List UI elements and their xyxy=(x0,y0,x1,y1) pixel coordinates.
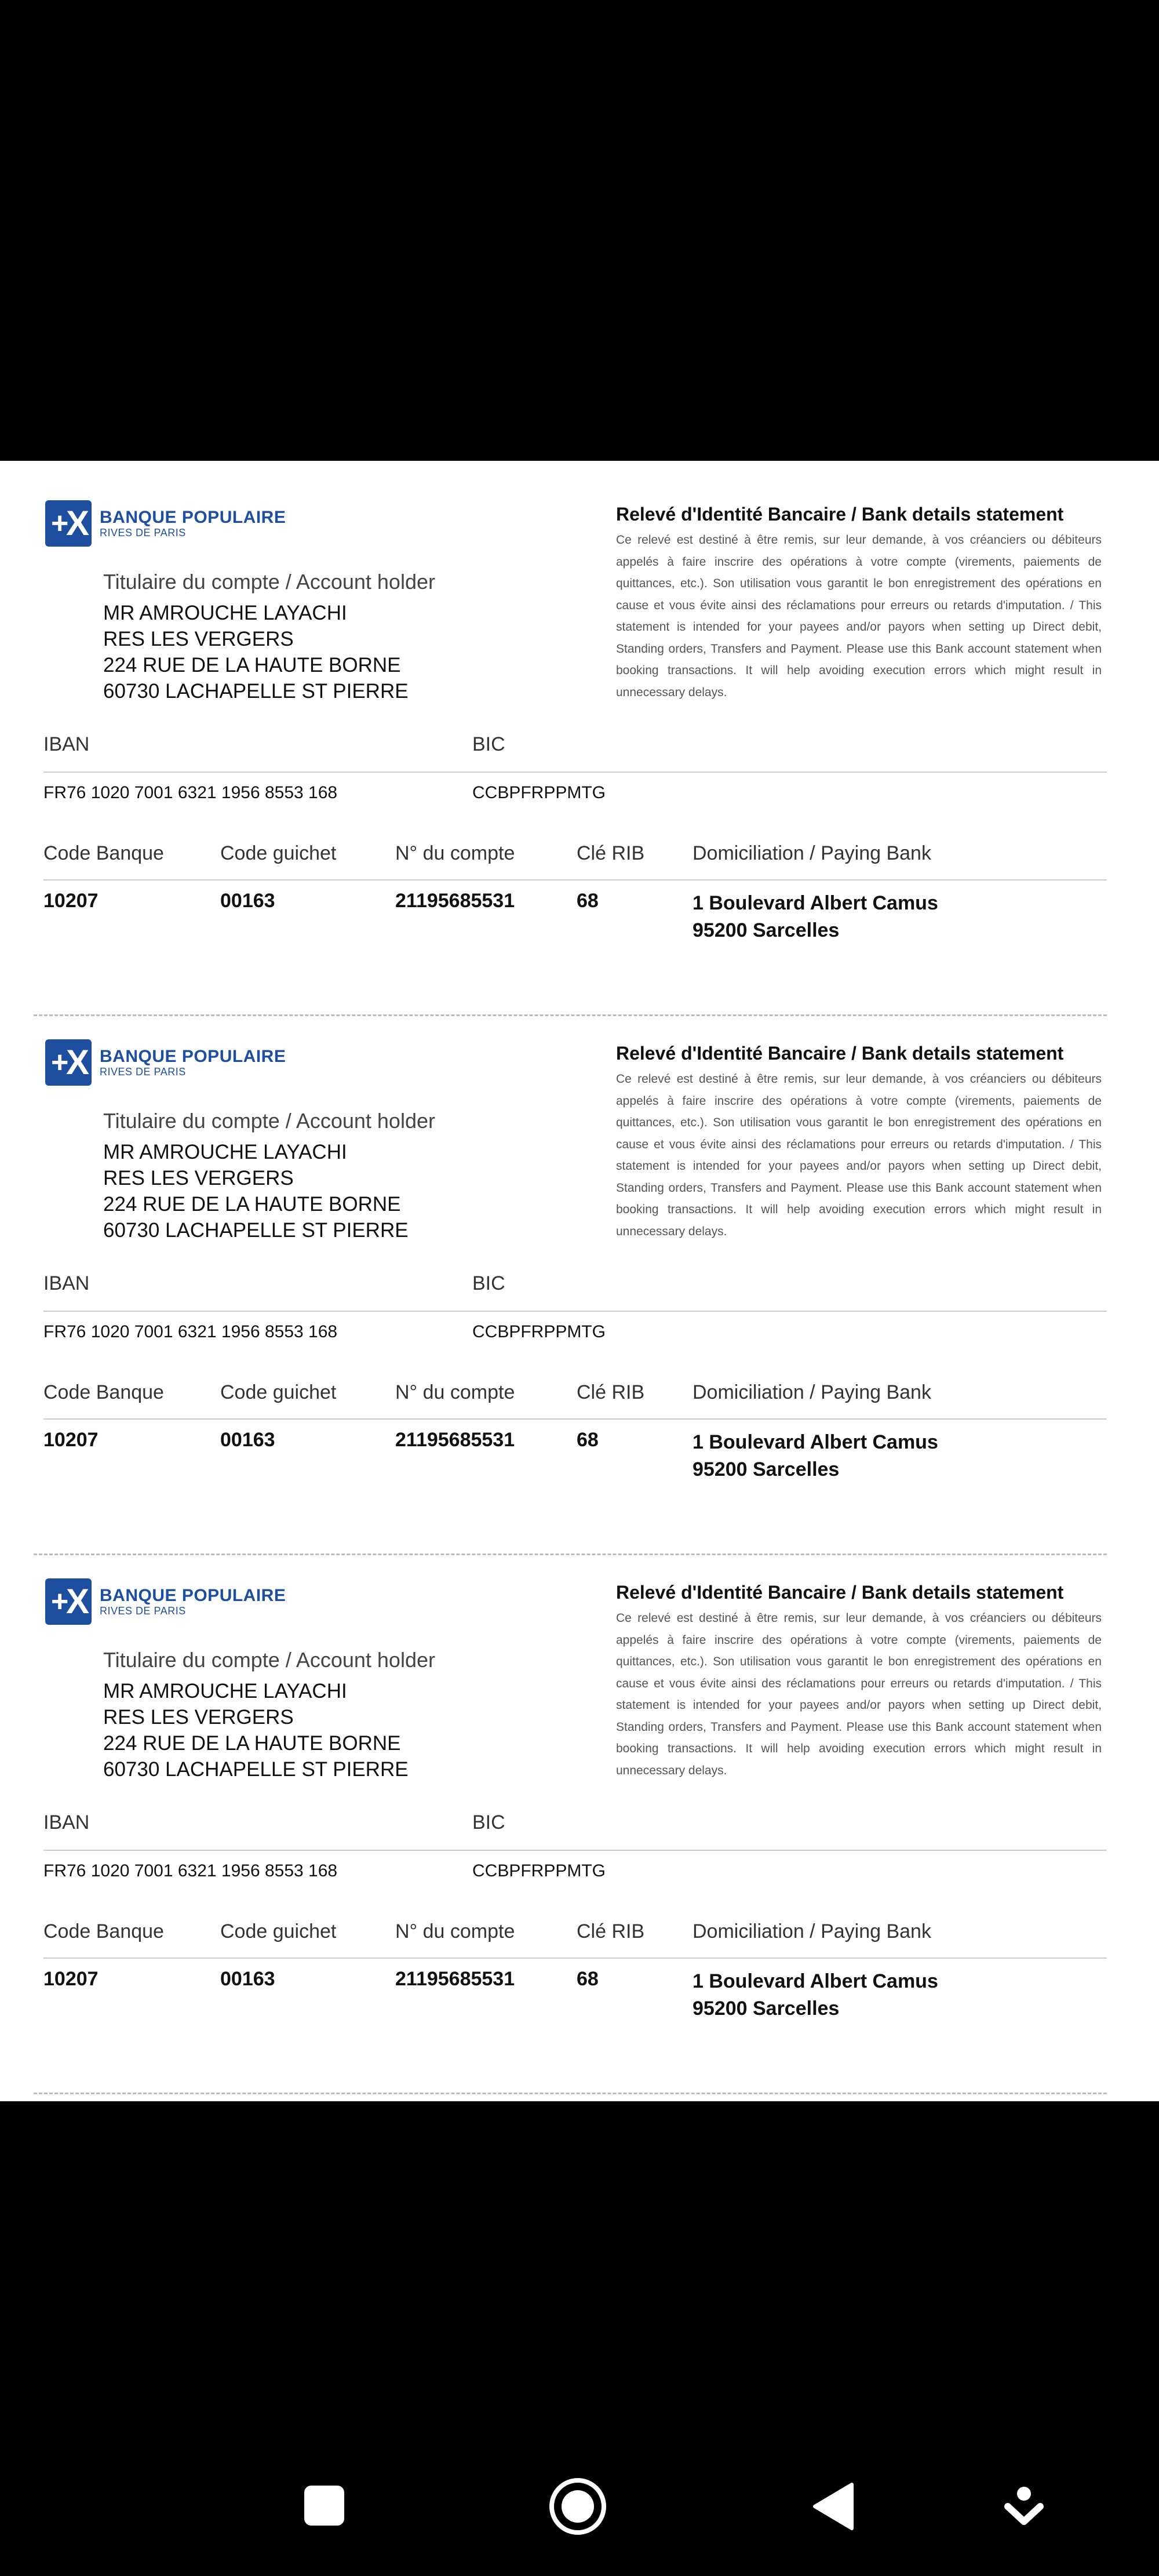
domiciliation-value xyxy=(693,1429,938,1483)
code-banque-value: 10207 xyxy=(43,890,99,912)
bic-value: CCBPFRPPMTG xyxy=(472,1861,606,1880)
bic-value: CCBPFRPPMTG xyxy=(472,783,606,802)
numero-compte-label: N° du compte xyxy=(395,1920,515,1942)
code-guichet-value: 00163 xyxy=(220,1429,275,1451)
statement-title: Relevé d'Identité Bancaire / Bank details statement xyxy=(616,504,1064,525)
rib-document xyxy=(0,461,1159,2101)
domiciliation-label: Domiciliation / Paying Bank xyxy=(693,1920,931,1942)
code-guichet-label: Code guichet xyxy=(220,1381,337,1403)
holder-address xyxy=(103,600,409,704)
bank-logo xyxy=(45,500,286,547)
statement-title: Relevé d'Identité Bancaire / Bank details statement xyxy=(616,1043,1064,1064)
square-icon[interactable] xyxy=(302,2484,346,2527)
bank-name: BANQUE POPULAIRE xyxy=(100,1586,286,1605)
bank-subtitle: RIVES DE PARIS xyxy=(100,527,186,539)
holder-line: 60730 LACHAPELLE ST PIERRE xyxy=(103,1219,409,1242)
numero-compte-label: N° du compte xyxy=(395,1381,515,1403)
domiciliation-label: Domiciliation / Paying Bank xyxy=(693,1381,931,1403)
code-banque-label: Code Banque xyxy=(43,842,164,864)
domiciliation-value xyxy=(693,1968,938,2022)
iban-value: FR76 1020 7001 6321 1956 8553 168 xyxy=(43,1322,338,1341)
statement-title: Relevé d'Identité Bancaire / Bank details statement xyxy=(616,1582,1064,1603)
bank-logo-icon: + X xyxy=(45,1039,92,1086)
holder-line: MR AMROUCHE LAYACHI xyxy=(103,602,347,624)
bank-name: BANQUE POPULAIRE xyxy=(100,1047,286,1066)
code-banque-label: Code Banque xyxy=(43,1381,164,1403)
holder-label: Titulaire du compte / Account holder xyxy=(103,1109,435,1133)
code-banque-value: 10207 xyxy=(43,1968,99,1990)
holder-line: 60730 LACHAPELLE ST PIERRE xyxy=(103,1758,409,1781)
code-banque-label: Code Banque xyxy=(43,1920,164,1942)
back-triangle-icon[interactable] xyxy=(810,2481,855,2532)
divider xyxy=(43,1311,1107,1312)
iban-label: IBAN xyxy=(43,1272,90,1294)
bank-subtitle: RIVES DE PARIS xyxy=(100,1066,186,1078)
holder-label: Titulaire du compte / Account holder xyxy=(103,570,435,594)
code-guichet-value: 00163 xyxy=(220,890,275,912)
cut-line xyxy=(34,2093,1107,2094)
cle-rib-label: Clé RIB xyxy=(577,1920,645,1942)
bank-logo-icon: + X xyxy=(45,500,92,547)
domiciliation-line: 1 Boulevard Albert Camus xyxy=(693,1970,938,1992)
cle-rib-value: 68 xyxy=(577,1968,599,1990)
holder-label: Titulaire du compte / Account holder xyxy=(103,1648,435,1672)
cle-rib-value: 68 xyxy=(577,890,599,912)
bic-label: BIC xyxy=(472,1811,505,1833)
holder-line: RES LES VERGERS xyxy=(103,1167,294,1189)
holder-line: 224 RUE DE LA HAUTE BORNE xyxy=(103,654,401,676)
code-banque-value: 10207 xyxy=(43,1429,99,1451)
rib-block xyxy=(0,461,1159,1000)
bank-logo xyxy=(45,1039,286,1086)
domiciliation-line: 95200 Sarcelles xyxy=(693,1458,840,1480)
code-guichet-label: Code guichet xyxy=(220,842,337,864)
statement-text: Ce relevé est destiné à être remis, sur leur demande, à vos créanciers ou débiteurs appelés à faire inscrire des opérations à votre compte (virements, paiements de quittances, etc.). Son utilisation vous garantit le bon enregistrement des opérations en cause et vous évite ainsi des réclamations pour erreurs ou retards d'imputation. / This statement is intended for your payees and/or payors when setting up Direct debit, Standing orders, Transfers and Payment. Please use this Bank account statement when booking transactions. It will help avoiding execution errors which might result in unnecessary delays. xyxy=(616,533,1102,699)
divider xyxy=(43,1418,1107,1420)
holder-line: 60730 LACHAPELLE ST PIERRE xyxy=(103,680,409,703)
divider xyxy=(43,1958,1107,1959)
code-guichet-value: 00163 xyxy=(220,1968,275,1990)
statement-text: Ce relevé est destiné à être remis, sur leur demande, à vos créanciers ou débiteurs appelés à faire inscrire des opérations à votre compte (virements, paiements de quittances, etc.). Son utilisation vous garantit le bon enregistrement des opérations en cause et vous évite ainsi des réclamations pour erreurs ou retards d'imputation. / This statement is intended for your payees and/or payors when setting up Direct debit, Standing orders, Transfers and Payment. Please use this Bank account statement when booking transactions. It will help avoiding execution errors which might result in unnecessary delays. xyxy=(616,1072,1102,1238)
holder-line: RES LES VERGERS xyxy=(103,1706,294,1729)
home-circle-icon[interactable] xyxy=(548,2476,608,2537)
holder-line: MR AMROUCHE LAYACHI xyxy=(103,1141,347,1163)
holder-line: 224 RUE DE LA HAUTE BORNE xyxy=(103,1732,401,1755)
cle-rib-label: Clé RIB xyxy=(577,1381,645,1403)
numero-compte-label: N° du compte xyxy=(395,842,515,864)
domiciliation-label: Domiciliation / Paying Bank xyxy=(693,842,931,864)
domiciliation-value xyxy=(693,890,938,944)
numero-compte-value: 21195685531 xyxy=(395,1429,515,1451)
bic-value: CCBPFRPPMTG xyxy=(472,1322,606,1341)
bank-subtitle: RIVES DE PARIS xyxy=(100,1605,186,1617)
bic-label: BIC xyxy=(472,733,505,755)
bank-name: BANQUE POPULAIRE xyxy=(100,508,286,527)
holder-address xyxy=(103,1139,409,1243)
cle-rib-label: Clé RIB xyxy=(577,842,645,864)
rib-block xyxy=(0,1000,1159,1539)
divider xyxy=(43,879,1107,881)
holder-line: MR AMROUCHE LAYACHI xyxy=(103,1680,347,1702)
holder-address xyxy=(103,1678,409,1782)
cle-rib-value: 68 xyxy=(577,1429,599,1451)
holder-line: RES LES VERGERS xyxy=(103,628,294,650)
divider xyxy=(43,1850,1107,1851)
iban-value: FR76 1020 7001 6321 1956 8553 168 xyxy=(43,783,338,802)
holder-line: 224 RUE DE LA HAUTE BORNE xyxy=(103,1193,401,1216)
domiciliation-line: 1 Boulevard Albert Camus xyxy=(693,892,938,914)
iban-label: IBAN xyxy=(43,1811,90,1833)
bank-logo xyxy=(45,1578,286,1625)
numero-compte-value: 21195685531 xyxy=(395,1968,515,1990)
code-guichet-label: Code guichet xyxy=(220,1920,337,1942)
navigation-bar xyxy=(0,2464,1159,2550)
bic-label: BIC xyxy=(472,1272,505,1294)
statement-text: Ce relevé est destiné à être remis, sur leur demande, à vos créanciers ou débiteurs appelés à faire inscrire des opérations à votre compte (virements, paiements de quittances, etc.). Son utilisation vous garantit le bon enregistrement des opérations en cause et vous évite ainsi des réclamations pour erreurs ou retards d'imputation. / This statement is intended for your payees and/or payors when setting up Direct debit, Standing orders, Transfers and Payment. Please use this Bank account statement when booking transactions. It will help avoiding execution errors which might result in unnecessary delays. xyxy=(616,1611,1102,1777)
domiciliation-line: 95200 Sarcelles xyxy=(693,919,840,941)
domiciliation-line: 1 Boulevard Albert Camus xyxy=(693,1431,938,1453)
rib-block xyxy=(0,1539,1159,2078)
iban-value: FR76 1020 7001 6321 1956 8553 168 xyxy=(43,1861,338,1880)
bank-logo-icon: + X xyxy=(45,1578,92,1625)
download-icon[interactable] xyxy=(1004,2486,1044,2531)
iban-label: IBAN xyxy=(43,733,90,755)
numero-compte-value: 21195685531 xyxy=(395,890,515,912)
divider xyxy=(43,772,1107,773)
domiciliation-line: 95200 Sarcelles xyxy=(693,1998,840,2020)
